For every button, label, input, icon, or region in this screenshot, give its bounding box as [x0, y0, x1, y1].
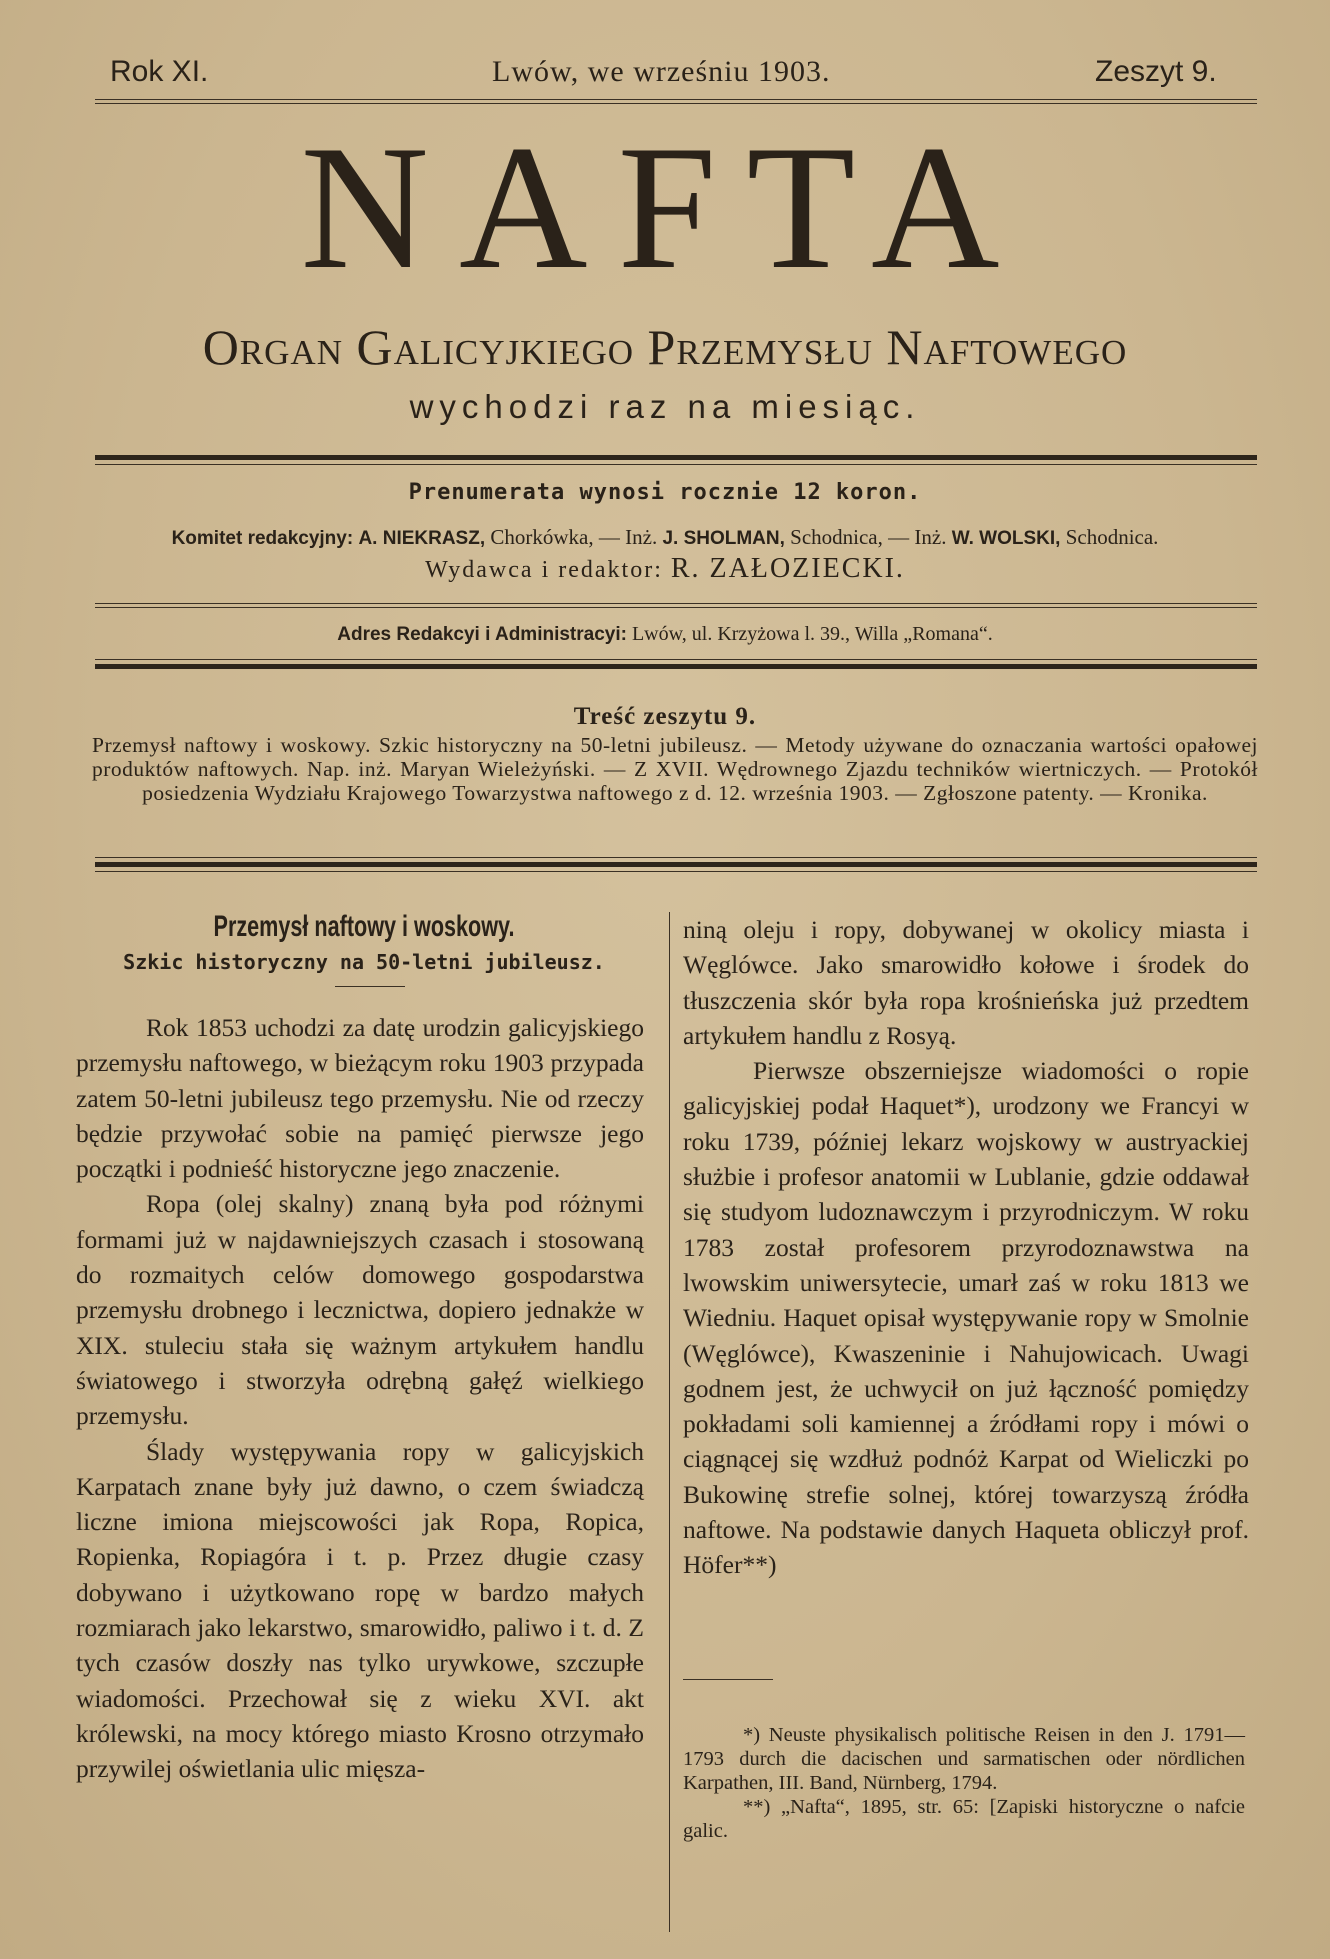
committee-1-place: Chorkówka,	[490, 525, 594, 549]
contents-rule-thin	[95, 857, 1257, 858]
masthead-rule-thin	[95, 464, 1257, 465]
committee-3-prefix: — Inż.	[888, 525, 947, 549]
address-rule-thin	[95, 659, 1257, 660]
left-paragraph: Rok 1853 uchodzi za datę urodzin galicyjskiego przemysłu naftowego, w bieżącym roku 1903 przypada zatem 50-letni jubileusz tego przemysłu. Nie od rzeczy będzie przywołać sobie na pamięć pierwsze jego początki i podnieść historyczne jego znaczenie.	[76, 1013, 644, 1184]
masthead-rule-thick	[95, 455, 1257, 460]
contents-text: Przemysł naftowy i woskowy. Szkic historyczny na 50-letni jubileusz. — Metody używane do oznaczania wartości opałowej produktów naftowych. Nap. inż. Maryan Wieleżyński. — Z XVII. Wędrownego Zjazdu techników wiertniczych. — Protokół posiedzenia Wydziału Krajowego Towarzystwa naftowego z d. 12. września 1903. — Zgłoszone patenty. — Kronika.	[92, 733, 1258, 805]
committee-3-place: Schodnica.	[1065, 525, 1159, 549]
address-rule-thick	[95, 664, 1257, 669]
committee-line	[0, 525, 1330, 550]
volume-label: Rok XI.	[110, 55, 209, 88]
contents-rule-thick	[95, 862, 1257, 867]
committee-2-place: Schodnica,	[790, 525, 883, 549]
address-label: Adres Redakcyi i Administracyi:	[337, 624, 627, 645]
place-date: Lwów, we wrześniu 1903.	[492, 55, 831, 88]
right-paragraph: Pierwsze obszerniejsze wiadomości o ropie galicyjskiej podał Haquet*), urodzony we Francyi w roku 1739, później lekarz wojskowy w austryackiej służbie i profesor anatomii w Lublanie, gdzie oddawał się studyom ludoznawczym i przyrodniczym. W roku 1783 został profesorem przyrodoznawstwa na lwowskim uniwersytecie, umarł zaś w roku 1813 we Wiedniu. Haquet opisał występywanie ropy w Smolnie (Węglówce), Kwaszeninie i Nahujowicach. Uwagi godnem jest, że uchwycił on już łączność pomiędzy pokładami soli kamiennej a źródłami ropy i mówi o ciągnącej się wzdłuż podnóż Karpat od Wieliczki po Bukowinę strefie solnej, której towarzyszą źródła naftowe. Na podstawie danych Haqueta obliczył prof. Höfer**)	[683, 1056, 1249, 1580]
masthead-title: NAFTA	[300, 108, 1030, 306]
committee-2-name: J. SHOLMAN,	[662, 528, 785, 549]
title-rule	[335, 986, 405, 987]
issue-label: Zeszyt 9.	[1095, 55, 1217, 88]
publisher-line	[0, 553, 1330, 585]
address-text: Lwów, ul. Krzyżowa l. 39., Willa „Romana“.	[631, 623, 993, 645]
committee-3-name: W. WOLSKI,	[951, 528, 1061, 549]
header-rule	[95, 99, 1257, 104]
article-left-column	[76, 1010, 644, 1787]
column-divider	[669, 912, 670, 1932]
footnotes	[683, 1723, 1245, 1843]
publisher-name: R. ZAŁOZIECKI.	[670, 553, 905, 584]
committee-2-prefix: — Inż.	[598, 525, 658, 549]
article-right-column	[683, 912, 1249, 1583]
imprint-rule	[95, 603, 1257, 608]
footnote-rule	[683, 1679, 773, 1680]
contents-title: Treść zeszytu 9.	[573, 703, 757, 730]
contents-rule-thin-2	[95, 871, 1257, 872]
publisher-label: Wydawca i redaktor:	[425, 557, 663, 583]
left-paragraph: Ropa (olej skalny) znaną była pod różnymi formami już w najdawniejszych czasach i stosowaną do rozmaitych celów domowego gospodarstwa przemysłu drobnego i lecznictwa, dopiero jednakże w XIX. stuleciu stała się ważnym artykułem handlu światowego i stworzyła odrębną gałęź wielkiego przemysłu.	[76, 1189, 644, 1431]
footnote: *) Neuste physikalisch politische Reisen in den J. 1791—1793 durch die dacischen und sarmatischen oder nördlichen Karpathen, III. Band, Nürnberg, 1794.	[683, 1724, 1245, 1794]
committee-1-name: A. NIEKRASZ,	[358, 528, 486, 549]
right-paragraph: niną oleju i ropy, dobywanej w okolicy miasta i Węglówce. Jako smarowidło kołowe i środek do tłuszczenia skór była ropa krośnieńska już przedtem artykułem handlu z Rosyą.	[683, 915, 1249, 1050]
committee-label: Komitet redakcyjny:	[171, 528, 354, 549]
masthead-organ: Organ Galicyjkiego Przemysłu Naftowego	[202, 319, 1128, 375]
subscription-line: Prenumerata wynosi rocznie 12 koron.	[408, 480, 922, 505]
masthead-frequency: wychodzi raz na miesiąc.	[409, 388, 921, 425]
article-subtitle: Szkic historyczny na 50-letni jubileusz.	[123, 950, 605, 974]
left-paragraph: Ślady występywania ropy w galicyjskich Karpatach znane były już dawno, o czem świadczą liczne imiona miejscowości jak Ropa, Ropica, Ropienka, Ropiagóra i t. p. Przez długie czasy dobywano i użytkowano ropę w bardzo małych rozmiarach jako lekarstwo, smarowidło, paliwo i t. d. Z tych czasów doszły nas tylko urywkowe, szczupłe wiadomości. Przechował się z wieku XVI. akt królewski, na mocy którego miasto Krosno otrzymało przywilej oświetlania ulic mięsza-	[76, 1436, 644, 1784]
address-line	[0, 623, 1330, 646]
article-title: Przemysł naftowy i woskowy.	[213, 910, 515, 943]
footnote: **) „Nafta“, 1895, str. 65: [Zapiski historyczne o nafcie galic.	[683, 1796, 1245, 1842]
